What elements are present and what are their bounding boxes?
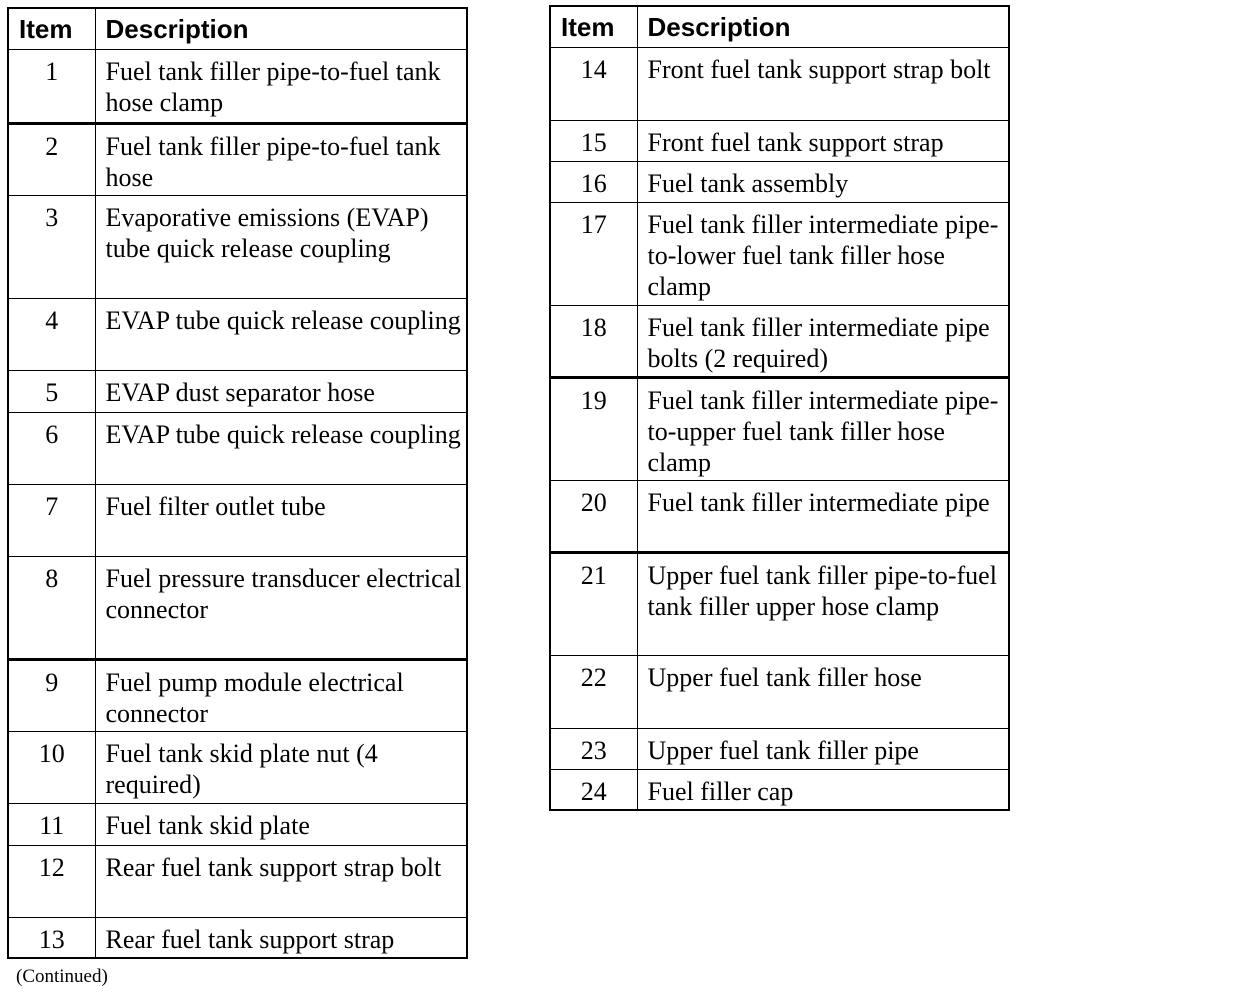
item-description: Fuel tank filler pipe-to-fuel tank hose clamp: [95, 49, 467, 123]
table-row: [550, 305, 1009, 377]
table-row: [8, 659, 467, 731]
item-description: Upper fuel tank filler hose: [637, 655, 1009, 728]
item-description: EVAP tube quick release coupling: [95, 412, 467, 484]
item-description: Evaporative emissions (EVAP) tube quick release coupling: [95, 195, 467, 298]
table-row: [8, 917, 467, 958]
item-description: Fuel tank skid plate nut (4 required): [95, 731, 467, 803]
item-number: 11: [8, 803, 95, 845]
description-column-header: Description: [637, 6, 1009, 47]
item-description: EVAP tube quick release coupling: [95, 298, 467, 370]
item-description: Fuel tank skid plate: [95, 803, 467, 845]
item-description: Upper fuel tank filler pipe-to-fuel tank filler upper hose clamp: [637, 552, 1009, 655]
item-number: 23: [550, 728, 637, 769]
table-row: [550, 769, 1009, 810]
item-description: Fuel pump module electrical connector: [95, 659, 467, 731]
table-row: [8, 298, 467, 370]
item-number: 19: [550, 377, 637, 480]
item-number: 13: [8, 917, 95, 958]
item-number: 18: [550, 305, 637, 377]
table-row: [550, 202, 1009, 305]
table-row: [8, 370, 467, 412]
table-row: [8, 412, 467, 484]
item-description: Rear fuel tank support strap: [95, 917, 467, 958]
item-number: 17: [550, 202, 637, 305]
item-column-header: Item: [550, 6, 637, 47]
header-row: [550, 6, 1009, 47]
table-row: [8, 731, 467, 803]
item-description: Fuel tank filler intermediate pipe: [637, 480, 1009, 552]
item-description: Front fuel tank support strap: [637, 120, 1009, 161]
item-number: 12: [8, 845, 95, 917]
table-row: [550, 161, 1009, 202]
item-description: Fuel filler cap: [637, 769, 1009, 810]
item-number: 16: [550, 161, 637, 202]
item-number: 6: [8, 412, 95, 484]
table-row: [550, 377, 1009, 480]
item-number: 9: [8, 659, 95, 731]
item-description: Rear fuel tank support strap bolt: [95, 845, 467, 917]
item-number: 14: [550, 47, 637, 120]
item-number: 7: [8, 484, 95, 556]
description-column-header: Description: [95, 8, 467, 49]
item-number: 3: [8, 195, 95, 298]
item-number: 15: [550, 120, 637, 161]
table-row: [8, 195, 467, 298]
item-number: 10: [8, 731, 95, 803]
item-description: Fuel pressure transducer electrical connector: [95, 556, 467, 659]
table-row: [8, 484, 467, 556]
item-number: 20: [550, 480, 637, 552]
item-description: Fuel tank filler intermediate pipe bolts (2 required): [637, 305, 1009, 377]
table-row: [550, 728, 1009, 769]
table-row: [550, 552, 1009, 655]
item-description: Fuel tank filler pipe-to-fuel tank hose: [95, 123, 467, 195]
header-row: [8, 8, 467, 49]
table-row: [8, 49, 467, 123]
table-row: [550, 120, 1009, 161]
item-number: 1: [8, 49, 95, 123]
table-row: [8, 123, 467, 195]
table-row: [8, 556, 467, 659]
table-row: [550, 480, 1009, 552]
item-description: EVAP dust separator hose: [95, 370, 467, 412]
item-column-header: Item: [8, 8, 95, 49]
item-number: 24: [550, 769, 637, 810]
continued-note: (Continued): [16, 966, 108, 987]
item-description: Front fuel tank support strap bolt: [637, 47, 1009, 120]
item-description: Fuel tank assembly: [637, 161, 1009, 202]
item-number: 5: [8, 370, 95, 412]
item-number: 22: [550, 655, 637, 728]
item-number: 21: [550, 552, 637, 655]
item-description: Fuel tank filler intermediate pipe-to-lower fuel tank filler hose clamp: [637, 202, 1009, 305]
parts-table-left: [7, 7, 468, 959]
item-number: 8: [8, 556, 95, 659]
item-number: 4: [8, 298, 95, 370]
item-description: Fuel tank filler intermediate pipe-to-upper fuel tank filler hose clamp: [637, 377, 1009, 480]
table-row: [8, 845, 467, 917]
item-description: Upper fuel tank filler pipe: [637, 728, 1009, 769]
table-row: [550, 655, 1009, 728]
item-number: 2: [8, 123, 95, 195]
parts-table-right: [549, 5, 1010, 811]
table-row: [550, 47, 1009, 120]
table-row: [8, 803, 467, 845]
item-description: Fuel filter outlet tube: [95, 484, 467, 556]
